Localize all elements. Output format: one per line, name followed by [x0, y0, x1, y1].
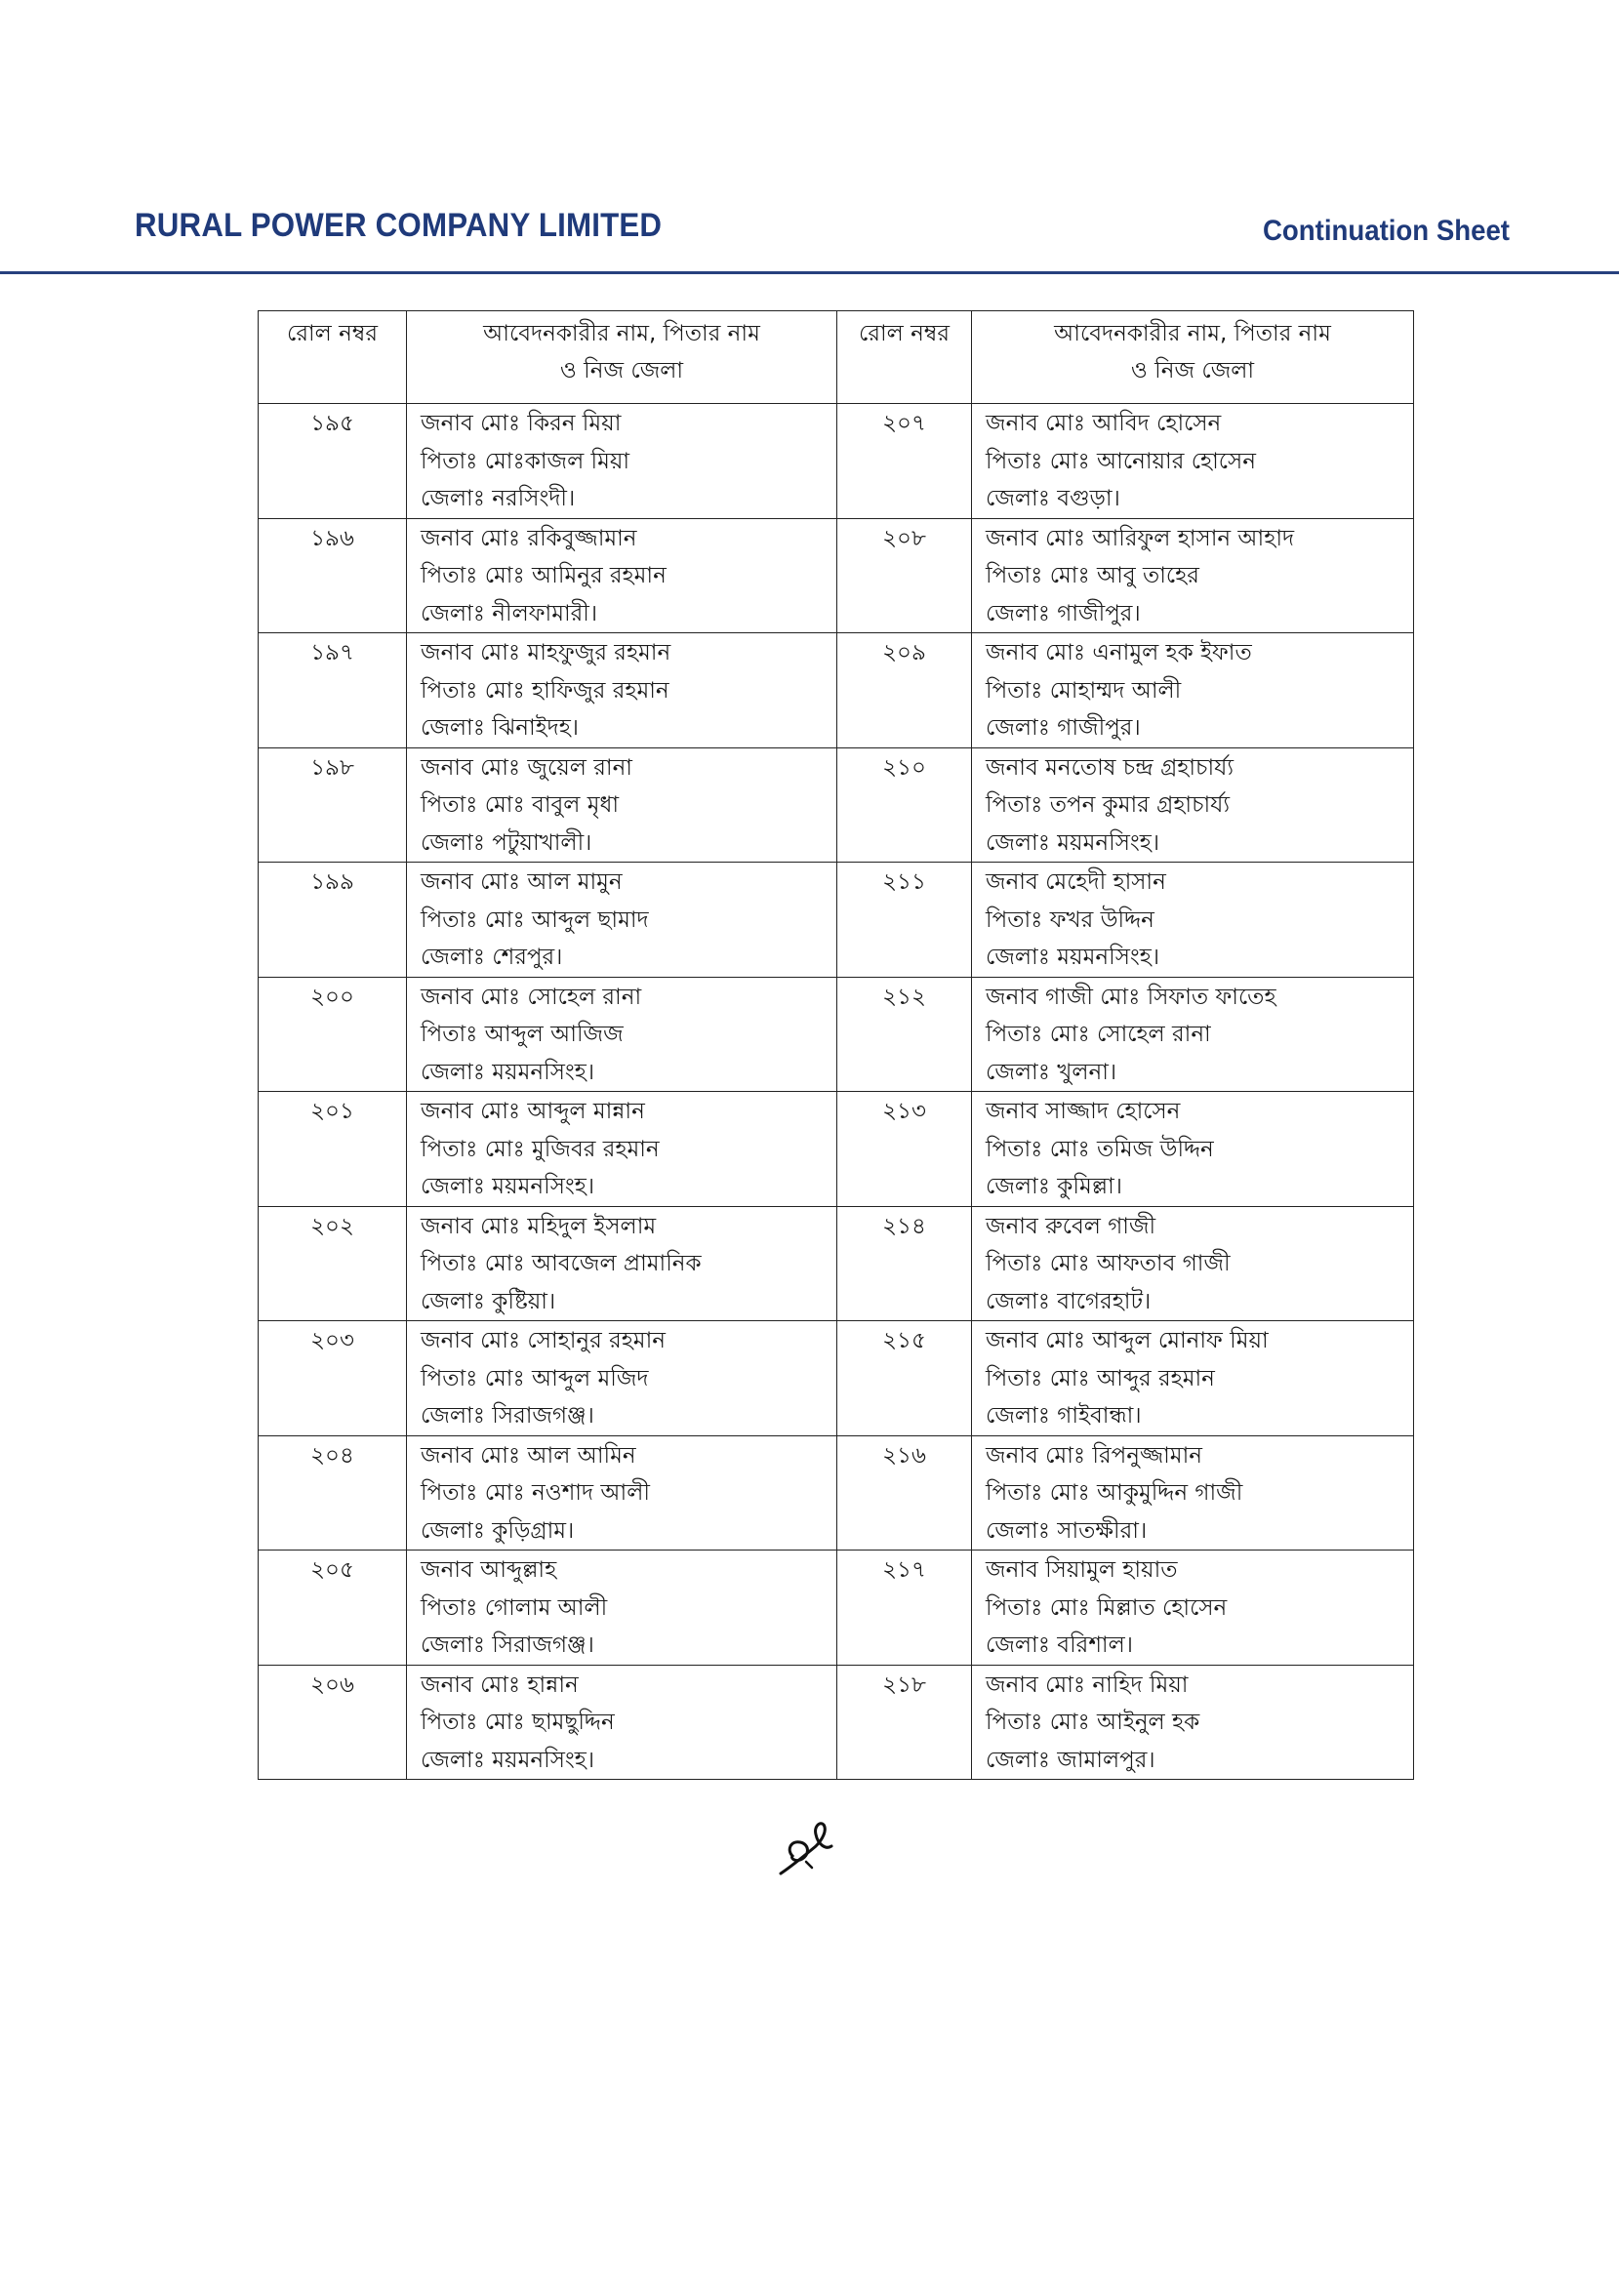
home-district: জেলাঃ বাগেরহাট।: [986, 1288, 1152, 1314]
applicant-name: জনাব মোঃ মাহফুজুর রহমান: [421, 640, 671, 665]
father-name: পিতাঃ মোঃ আব্দুর রহমান: [986, 1365, 1215, 1391]
table-row: [259, 1665, 1414, 1780]
applicant-name: জনাব মোঃ মহিদুল ইসলাম: [421, 1213, 657, 1239]
header-info-line2: ও নিজ জেলা: [1130, 358, 1255, 383]
applicant-info-left: [407, 1551, 837, 1666]
signature-mark: [771, 1817, 849, 1885]
father-name: পিতাঃ আব্দুল আজিজ: [421, 1022, 624, 1047]
father-name: পিতাঃ মোঃ আব্দুল মজিদ: [421, 1365, 649, 1391]
home-district: জেলাঃ গাইবান্ধা।: [986, 1403, 1142, 1429]
father-name: পিতাঃ মোহাম্মদ আলী: [986, 677, 1182, 704]
applicant-name: জনাব সাজ্জাদ হোসেন: [986, 1099, 1181, 1124]
home-district: জেলাঃ ময়মনসিংহ।: [421, 1747, 595, 1773]
roll-number-left: ১৯৯: [259, 863, 407, 978]
father-name: পিতাঃ মোঃ মিল্লাত হোসেন: [986, 1594, 1228, 1621]
applicant-info-right: [972, 404, 1414, 519]
roll-number-right: ২০৯: [837, 633, 972, 748]
roll-number-right: ২১৫: [837, 1321, 972, 1436]
roll-number-right: ২১৩: [837, 1092, 972, 1207]
father-name: পিতাঃ মোঃকাজল মিয়া: [421, 448, 630, 474]
home-district: জেলাঃ বরিশাল।: [986, 1632, 1133, 1658]
roll-number-left: ২০৪: [259, 1435, 407, 1551]
roll-number-left: ২০১: [259, 1092, 407, 1207]
table-row: [259, 1092, 1414, 1207]
father-name: পিতাঃ মোঃ আমিনুর রহমান: [421, 563, 667, 588]
applicant-info-right: [972, 518, 1414, 633]
home-district: জেলাঃ গাজীপুর।: [986, 715, 1141, 741]
applicant-name: জনাব মোঃ আল মামুন: [421, 869, 623, 895]
home-district: জেলাঃ গাজীপুর।: [986, 600, 1141, 626]
applicant-info-right: [972, 1665, 1414, 1780]
applicant-name: জনাব মোঃ নাহিদ মিয়া: [986, 1672, 1189, 1698]
applicant-name: জনাব মোঃ আবিদ হোসেন: [986, 411, 1222, 436]
applicant-info-right: [972, 1551, 1414, 1666]
home-district: জেলাঃ পটুয়াখালী।: [421, 829, 592, 856]
roll-number-left: ১৯৮: [259, 747, 407, 863]
applicant-name: জনাব মোঃ আরিফুল হাসান আহাদ: [986, 525, 1295, 551]
roll-number-right: ২১০: [837, 747, 972, 863]
applicant-name: জনাব মেহেদী হাসান: [986, 869, 1166, 895]
home-district: জেলাঃ ঝিনাইদহ।: [421, 715, 580, 741]
roll-number-left: ২০২: [259, 1206, 407, 1321]
father-name: পিতাঃ মোঃ তমিজ উদ্দিন: [986, 1136, 1214, 1162]
roll-number-right: ২১৬: [837, 1435, 972, 1551]
father-name: পিতাঃ গোলাম আলী: [421, 1594, 608, 1621]
header-info-line1: আবেদনকারীর নাম, পিতার নাম: [1054, 321, 1331, 346]
table-row: [259, 633, 1414, 748]
table-row: [259, 863, 1414, 978]
father-name: পিতাঃ তপন কুমার গ্রহাচার্য্য: [986, 792, 1231, 818]
home-district: জেলাঃ নীলফামারী।: [421, 600, 598, 626]
applicant-name: জনাব মোঃ সোহেল রানা: [421, 984, 642, 1010]
applicant-info-left: [407, 404, 837, 519]
header-info-line1: আবেদনকারীর নাম, পিতার নাম: [483, 321, 760, 346]
column-header-info-left: [407, 311, 837, 404]
applicant-name: জনাব মোঃ জুয়েল রানা: [421, 754, 632, 781]
applicant-info-left: [407, 1435, 837, 1551]
applicant-info-left: [407, 863, 837, 978]
father-name: পিতাঃ মোঃ আব্দুল ছামাদ: [421, 906, 649, 933]
father-name: পিতাঃ মোঃ মুজিবর রহমান: [421, 1136, 660, 1162]
applicant-name: জনাব মনতোষ চন্দ্র গ্রহাচার্য্য: [986, 754, 1234, 781]
roll-number-left: ১৯৫: [259, 404, 407, 519]
table-row: [259, 1321, 1414, 1436]
applicant-info-right: [972, 977, 1414, 1092]
table-row: [259, 404, 1414, 519]
applicant-name: জনাব মোঃ সোহানুর রহমান: [421, 1328, 666, 1353]
father-name: পিতাঃ মোঃ নওশাদ আলী: [421, 1480, 650, 1506]
home-district: জেলাঃ কুমিল্লা।: [986, 1174, 1122, 1199]
roll-number-left: ২০৩: [259, 1321, 407, 1436]
applicant-name: জনাব মোঃ আল আমিন: [421, 1442, 636, 1469]
table-header-row: [259, 311, 1414, 404]
applicant-info-right: [972, 1206, 1414, 1321]
table-row: [259, 747, 1414, 863]
father-name: পিতাঃ মোঃ বাবুল মৃধা: [421, 792, 620, 818]
father-name: পিতাঃ মোঃ সোহেল রানা: [986, 1022, 1211, 1047]
applicant-info-left: [407, 977, 837, 1092]
home-district: জেলাঃ বগুড়া।: [986, 486, 1120, 511]
table-row: [259, 518, 1414, 633]
applicant-name: জনাব রুবেল গাজী: [986, 1213, 1156, 1239]
applicant-name: জনাব গাজী মোঃ সিফাত ফাতেহ: [986, 984, 1276, 1010]
applicant-name: জনাব আব্দুল্লাহ: [421, 1557, 557, 1583]
roll-number-right: ২১২: [837, 977, 972, 1092]
applicant-info-right: [972, 1092, 1414, 1207]
header-info-line2: ও নিজ জেলা: [559, 358, 684, 383]
column-header-info-right: [972, 311, 1414, 404]
home-district: জেলাঃ ময়মনসিংহ।: [421, 1059, 595, 1085]
applicant-table: [258, 310, 1414, 1780]
father-name: পিতাঃ মোঃ ছামছুদ্দিন: [421, 1710, 615, 1735]
father-name: পিতাঃ মোঃ হাফিজুর রহমান: [421, 677, 669, 704]
applicant-info-right: [972, 1321, 1414, 1436]
home-district: জেলাঃ ময়মনসিংহ।: [986, 945, 1160, 970]
table-row: [259, 977, 1414, 1092]
applicant-info-left: [407, 1206, 837, 1321]
applicant-name: জনাব মোঃ আব্দুল মোনাফ মিয়া: [986, 1328, 1269, 1353]
home-district: জেলাঃ কুড়িগ্রাম।: [421, 1517, 575, 1544]
father-name: পিতাঃ মোঃ আইনুল হক: [986, 1710, 1200, 1735]
father-name: পিতাঃ মোঃ আবজেল প্রামানিক: [421, 1251, 702, 1276]
father-name: পিতাঃ মোঃ আবু তাহের: [986, 563, 1199, 588]
applicant-info-right: [972, 863, 1414, 978]
applicant-name: জনাব মোঃ রকিবুজ্জামান: [421, 525, 637, 551]
applicant-name: জনাব সিয়ামুল হায়াত: [986, 1557, 1178, 1583]
applicant-info-right: [972, 633, 1414, 748]
home-district: জেলাঃ সিরাজগঞ্জ।: [421, 1632, 594, 1658]
table-row: [259, 1206, 1414, 1321]
applicant-info-right: [972, 747, 1414, 863]
father-name: পিতাঃ মোঃ আকুমুদ্দিন গাজী: [986, 1480, 1243, 1506]
father-name: পিতাঃ ফখর উদ্দিন: [986, 906, 1154, 933]
applicant-info-left: [407, 1092, 837, 1207]
applicant-info-left: [407, 747, 837, 863]
roll-number-right: ২১৮: [837, 1665, 972, 1780]
roll-number-left: ২০৬: [259, 1665, 407, 1780]
applicant-info-left: [407, 518, 837, 633]
applicant-info-right: [972, 1435, 1414, 1551]
table-row: [259, 1551, 1414, 1666]
applicant-info-left: [407, 633, 837, 748]
roll-number-right: ২১১: [837, 863, 972, 978]
applicant-name: জনাব মোঃ কিরন মিয়া: [421, 411, 622, 436]
roll-number-right: ২১৭: [837, 1551, 972, 1666]
applicant-name: জনাব মোঃ এনামুল হক ইফাত: [986, 640, 1252, 665]
applicant-name: জনাব মোঃ আব্দুল মান্নান: [421, 1099, 645, 1124]
header-divider: [0, 271, 1619, 274]
roll-number-left: ১৯৭: [259, 633, 407, 748]
roll-number-right: ২০৭: [837, 404, 972, 519]
home-district: জেলাঃ সিরাজগঞ্জ।: [421, 1403, 594, 1429]
sheet-label: Continuation Sheet: [1263, 215, 1510, 247]
roll-number-right: ২০৮: [837, 518, 972, 633]
roll-number-left: ২০৫: [259, 1551, 407, 1666]
home-district: জেলাঃ খুলনা।: [986, 1059, 1117, 1085]
home-district: জেলাঃ কুষ্টিয়া।: [421, 1288, 556, 1314]
home-district: জেলাঃ জামালপুর।: [986, 1747, 1155, 1773]
applicant-info-left: [407, 1321, 837, 1436]
table-row: [259, 1435, 1414, 1551]
home-district: জেলাঃ নরসিংদী।: [421, 486, 576, 511]
home-district: জেলাঃ ময়মনসিংহ।: [986, 829, 1160, 856]
father-name: পিতাঃ মোঃ আফতাব গাজী: [986, 1251, 1231, 1276]
home-district: জেলাঃ ময়মনসিংহ।: [421, 1174, 595, 1199]
roll-number-left: ২০০: [259, 977, 407, 1092]
home-district: জেলাঃ শেরপুর।: [421, 945, 563, 970]
roll-number-left: ১৯৬: [259, 518, 407, 633]
column-header-roll-left: রোল নম্বর: [259, 311, 407, 404]
company-name: RURAL POWER COMPANY LIMITED: [135, 207, 663, 244]
applicant-info-left: [407, 1665, 837, 1780]
applicant-name: জনাব মোঃ রিপনুজ্জামান: [986, 1442, 1202, 1469]
applicant-name: জনাব মোঃ হান্নান: [421, 1672, 579, 1698]
column-header-roll-right: রোল নম্বর: [837, 311, 972, 404]
home-district: জেলাঃ সাতক্ষীরা।: [986, 1517, 1148, 1544]
roll-number-right: ২১৪: [837, 1206, 972, 1321]
father-name: পিতাঃ মোঃ আনোয়ার হোসেন: [986, 448, 1256, 474]
